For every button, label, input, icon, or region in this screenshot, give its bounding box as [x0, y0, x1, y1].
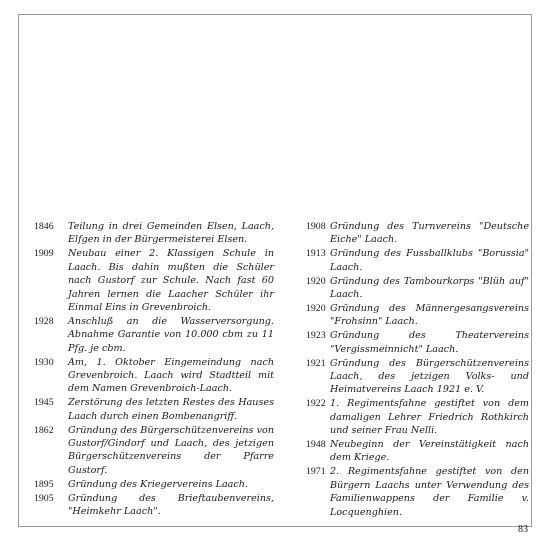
chronicle-entry	[34, 492, 274, 519]
entry-year: 1920	[306, 302, 326, 314]
entry-year: 1862	[34, 424, 54, 436]
entry-year: 1846	[34, 221, 54, 232]
chronicle-entry	[306, 357, 529, 397]
chronicle-left-column	[34, 220, 274, 519]
entry-text: Zerstörung des letzten Restes des Hauses Laach durch einen Bombenangriff.	[68, 397, 274, 422]
entry-year: 1921	[306, 357, 326, 369]
entry-year: 1971	[306, 466, 326, 478]
entry-text: Teilung in drei Gemeinden Elsen, Laach, Elfgen in der Bürgermeisterei Elsen.	[68, 221, 274, 246]
chronicle-entry	[306, 220, 529, 247]
entry-year: 1908	[306, 221, 326, 232]
chronicle-entry	[306, 247, 529, 274]
entry-text: Gründung des Männergesangsvereins "Frohsinn" Laach.	[330, 302, 529, 328]
entry-text: Gründung des Theatervereins "Vergissmeinnicht" Laach.	[330, 330, 529, 355]
entry-text: 1. Regimentsfahne gestiftet von dem damaligen Lehrer Friedrich Rothkirch und seiner Frau Nelli.	[330, 398, 529, 437]
chronicle-entry	[34, 356, 274, 396]
chronicle-entry	[34, 315, 274, 355]
chronicle-right-column	[306, 220, 529, 519]
entry-year: 1945	[34, 397, 54, 409]
entry-text: Neubau einer 2. Klassigen Schule in Laach. Bis dahin mußten die Schüler nach Gustorf zur Schule. Nach fast 60 Jahren lernen die Laacher Schüler ihr Einmal Eins in Grevenbroich.	[68, 248, 274, 313]
entry-year: 1905	[34, 492, 54, 504]
chronicle-entry	[306, 465, 529, 519]
entry-year: 1922	[306, 398, 326, 410]
entry-text: Gründung des Turnvereins "Deutsche Eiche" Laach.	[330, 221, 529, 246]
chronicle-entry	[34, 396, 274, 423]
chronicle-entry	[306, 329, 529, 356]
entry-text: Gründung des Brieftaubenvereins, "Heimkehr Laach".	[68, 492, 274, 518]
chronicle-entry	[306, 397, 529, 437]
entry-year: 1928	[34, 315, 54, 327]
chronicle-entry	[306, 302, 529, 329]
chronicle-entry	[306, 438, 529, 465]
entry-text: 2. Regimentsfahne gestiftet von den Bürgern Laachs unter Verwendung des Familienwappens der Familie v. Locquenghien.	[330, 466, 529, 518]
entry-year: 1948	[306, 439, 326, 450]
entry-year: 1930	[34, 356, 54, 368]
entry-year: 1913	[306, 248, 326, 260]
entry-text: Gründung des Tambourkorps "Blüh auf" Laach.	[330, 275, 529, 301]
entry-year: 1920	[306, 275, 326, 287]
entry-text: Gründung des Bürgerschützenvereins Laach, des jetzigen Volks- und Heimatvereins Laach 1921 e. V.	[330, 357, 529, 396]
entry-year: 1923	[306, 330, 326, 342]
entry-text: Neubeginn der Vereinstätigkeit nach dem Kriege.	[330, 439, 529, 464]
entry-text: Anschluß an die Wasserversorgung. Abnahme Garantie von 10.000 cbm zu 11 Pfg. je cbm.	[68, 315, 274, 354]
chronicle-entry	[34, 478, 274, 491]
entry-text: Am, 1. Oktober Eingemeindung nach Grevenbroich. Laach wird Stadtteil mit dem Namen Grevenbroich-Laach.	[68, 356, 274, 395]
entry-text: Gründung des Kriegervereins Laach.	[68, 478, 248, 490]
chronicle-entry	[34, 247, 274, 314]
entry-text: Gründung des Bürgerschützenvereins von Gustorf/Gindorf und Laach, des jetzigen Bürgerschützenvereins der Pfarre Gustorf.	[68, 424, 274, 476]
chronicle-entry	[306, 275, 529, 302]
entry-year: 1909	[34, 248, 54, 260]
page-number: 83	[518, 524, 528, 535]
chronicle-entry	[34, 424, 274, 478]
entry-year: 1895	[34, 478, 54, 490]
entry-text: Gründung des Fussballklubs "Borussia" Laach.	[330, 248, 529, 273]
chronicle-entry	[34, 220, 274, 247]
